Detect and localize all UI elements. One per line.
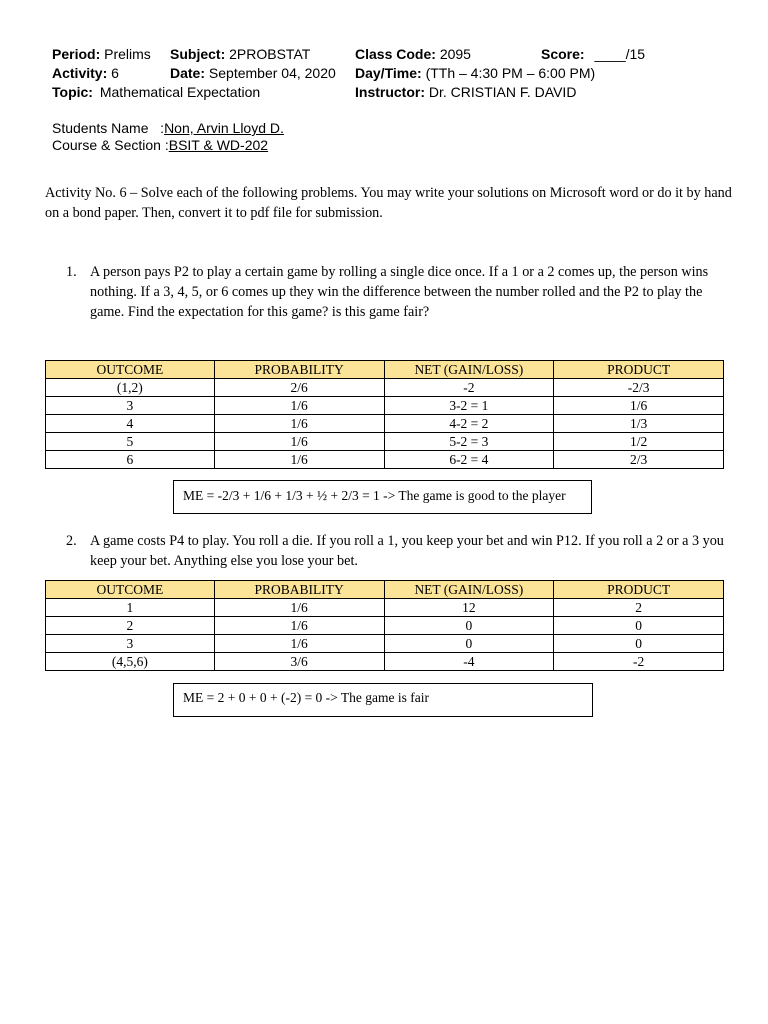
instructor-field (355, 83, 576, 101)
table-row (46, 379, 724, 397)
problem-1-number: 1. (66, 264, 77, 280)
daytime-value: (TTh – 4:30 PM – 6:00 PM) (425, 65, 596, 81)
column-header-net: NET (GAIN/LOSS) (384, 581, 554, 599)
table-cell: 2 (554, 599, 724, 617)
table-cell: 0 (554, 617, 724, 635)
table-cell: 5-2 = 3 (384, 433, 554, 451)
date-field (170, 64, 336, 82)
problem-2-number: 2. (66, 533, 77, 549)
problem-2-table (45, 580, 724, 671)
table-cell: -2 (384, 379, 554, 397)
table-row (46, 433, 724, 451)
score-label: Score: (541, 46, 585, 62)
student-name-field (52, 119, 284, 137)
table-row (46, 599, 724, 617)
column-header-product: PRODUCT (554, 581, 724, 599)
activity-instructions: Activity No. 6 – Solve each of the following problems. You may write your solutions on Microsoft word or do it by hand on a bond paper. Then, convert it to pdf file for submission. (45, 185, 732, 221)
table-cell: 1/3 (554, 415, 724, 433)
problem-2 (66, 531, 736, 571)
problem-2-text: A game costs P4 to play. You roll a die. If you roll a 1, you keep your bet and win P12. If you roll a 2 or a 3 you keep your bet. Anything else you lose your bet. (90, 533, 724, 569)
date-value: September 04, 2020 (208, 65, 336, 81)
table-cell: 1/6 (214, 599, 384, 617)
topic-field (52, 83, 260, 101)
table-row (46, 415, 724, 433)
table-cell: 1/6 (214, 635, 384, 653)
table-cell: 1/6 (214, 451, 384, 469)
table-cell: 1/6 (214, 415, 384, 433)
activity-label: Activity: (52, 65, 108, 81)
activity-value: 6 (111, 65, 119, 81)
table-header-row (46, 361, 724, 379)
table-cell: -2 (554, 653, 724, 671)
activity-field (52, 64, 119, 82)
table-cell: 2/3 (554, 451, 724, 469)
course-section-label: Course & Section : (52, 137, 169, 153)
table-cell: 1/2 (554, 433, 724, 451)
subject-field (170, 45, 310, 63)
table-cell: 0 (554, 635, 724, 653)
problem-1-table (45, 360, 724, 469)
table-cell: 3 (46, 397, 215, 415)
table-cell: 6-2 = 4 (384, 451, 554, 469)
problem-1 (66, 262, 736, 322)
problem-1-text: A person pays P2 to play a certain game by rolling a single dice once. If a 1 or a 2 comes up, the person wins nothing. If a 3, 4, 5, or 6 comes up they win the difference between the number rolled and the P2 to play the game. Find the expectation for this game? is this game fair? (90, 264, 709, 320)
problem-1-expectation-box: ME = -2/3 + 1/6 + 1/3 + ½ + 2/3 = 1 -> The game is good to the player (173, 480, 592, 514)
table-cell: 1 (46, 599, 215, 617)
table-cell: 4-2 = 2 (384, 415, 554, 433)
table-cell: 1/6 (554, 397, 724, 415)
table-cell: 1/6 (214, 397, 384, 415)
table-cell: 2/6 (214, 379, 384, 397)
table-cell: 6 (46, 451, 215, 469)
topic-value: Mathematical Expectation (99, 84, 261, 100)
instructor-value: Dr. CRISTIAN F. DAVID (428, 84, 577, 100)
table-row (46, 397, 724, 415)
table-cell: 0 (384, 635, 554, 653)
table-cell: (1,2) (46, 379, 215, 397)
student-name-label: Students Name : (52, 120, 165, 136)
table-row (46, 635, 724, 653)
table-cell: -4 (384, 653, 554, 671)
table-row (46, 451, 724, 469)
subject-label: Subject: (170, 46, 226, 62)
column-header-probability: PROBABILITY (214, 581, 384, 599)
course-section-field (52, 136, 268, 154)
problem-2-expectation-box: ME = 2 + 0 + 0 + (-2) = 0 -> The game is fair (173, 683, 593, 717)
table-cell: 2 (46, 617, 215, 635)
instructor-label: Instructor: (355, 84, 425, 100)
table-cell: 3-2 = 1 (384, 397, 554, 415)
table-cell: 5 (46, 433, 215, 451)
period-label: Period: (52, 46, 101, 62)
column-header-probability: PROBABILITY (214, 361, 384, 379)
period-value: Prelims (104, 46, 151, 62)
class-code-value: 2095 (439, 46, 471, 62)
student-name-value: Non, Arvin Lloyd D. (164, 120, 284, 136)
date-label: Date: (170, 65, 206, 81)
column-header-net: NET (GAIN/LOSS) (384, 361, 554, 379)
table-cell: 0 (384, 617, 554, 635)
score-field (541, 45, 645, 63)
table-cell: 3 (46, 635, 215, 653)
table-row (46, 617, 724, 635)
class-code-label: Class Code: (355, 46, 436, 62)
daytime-field (355, 64, 595, 82)
period-field (52, 45, 151, 63)
table-cell: 4 (46, 415, 215, 433)
column-header-outcome: OUTCOME (46, 581, 215, 599)
table-cell: 3/6 (214, 653, 384, 671)
table-row (46, 653, 724, 671)
course-section-value: BSIT & WD-202 (168, 137, 269, 153)
topic-label: Topic: (52, 84, 93, 100)
table-header-row (46, 581, 724, 599)
table-cell: -2/3 (554, 379, 724, 397)
column-header-product: PRODUCT (554, 361, 724, 379)
subject-value: 2PROBSTAT (229, 46, 311, 62)
table-cell: (4,5,6) (46, 653, 215, 671)
column-header-outcome: OUTCOME (46, 361, 215, 379)
table-cell: 12 (384, 599, 554, 617)
daytime-label: Day/Time: (355, 65, 422, 81)
table-cell: 1/6 (214, 433, 384, 451)
score-value: ____/15 (594, 46, 646, 62)
table-cell: 1/6 (214, 617, 384, 635)
class-code-field (355, 45, 471, 63)
